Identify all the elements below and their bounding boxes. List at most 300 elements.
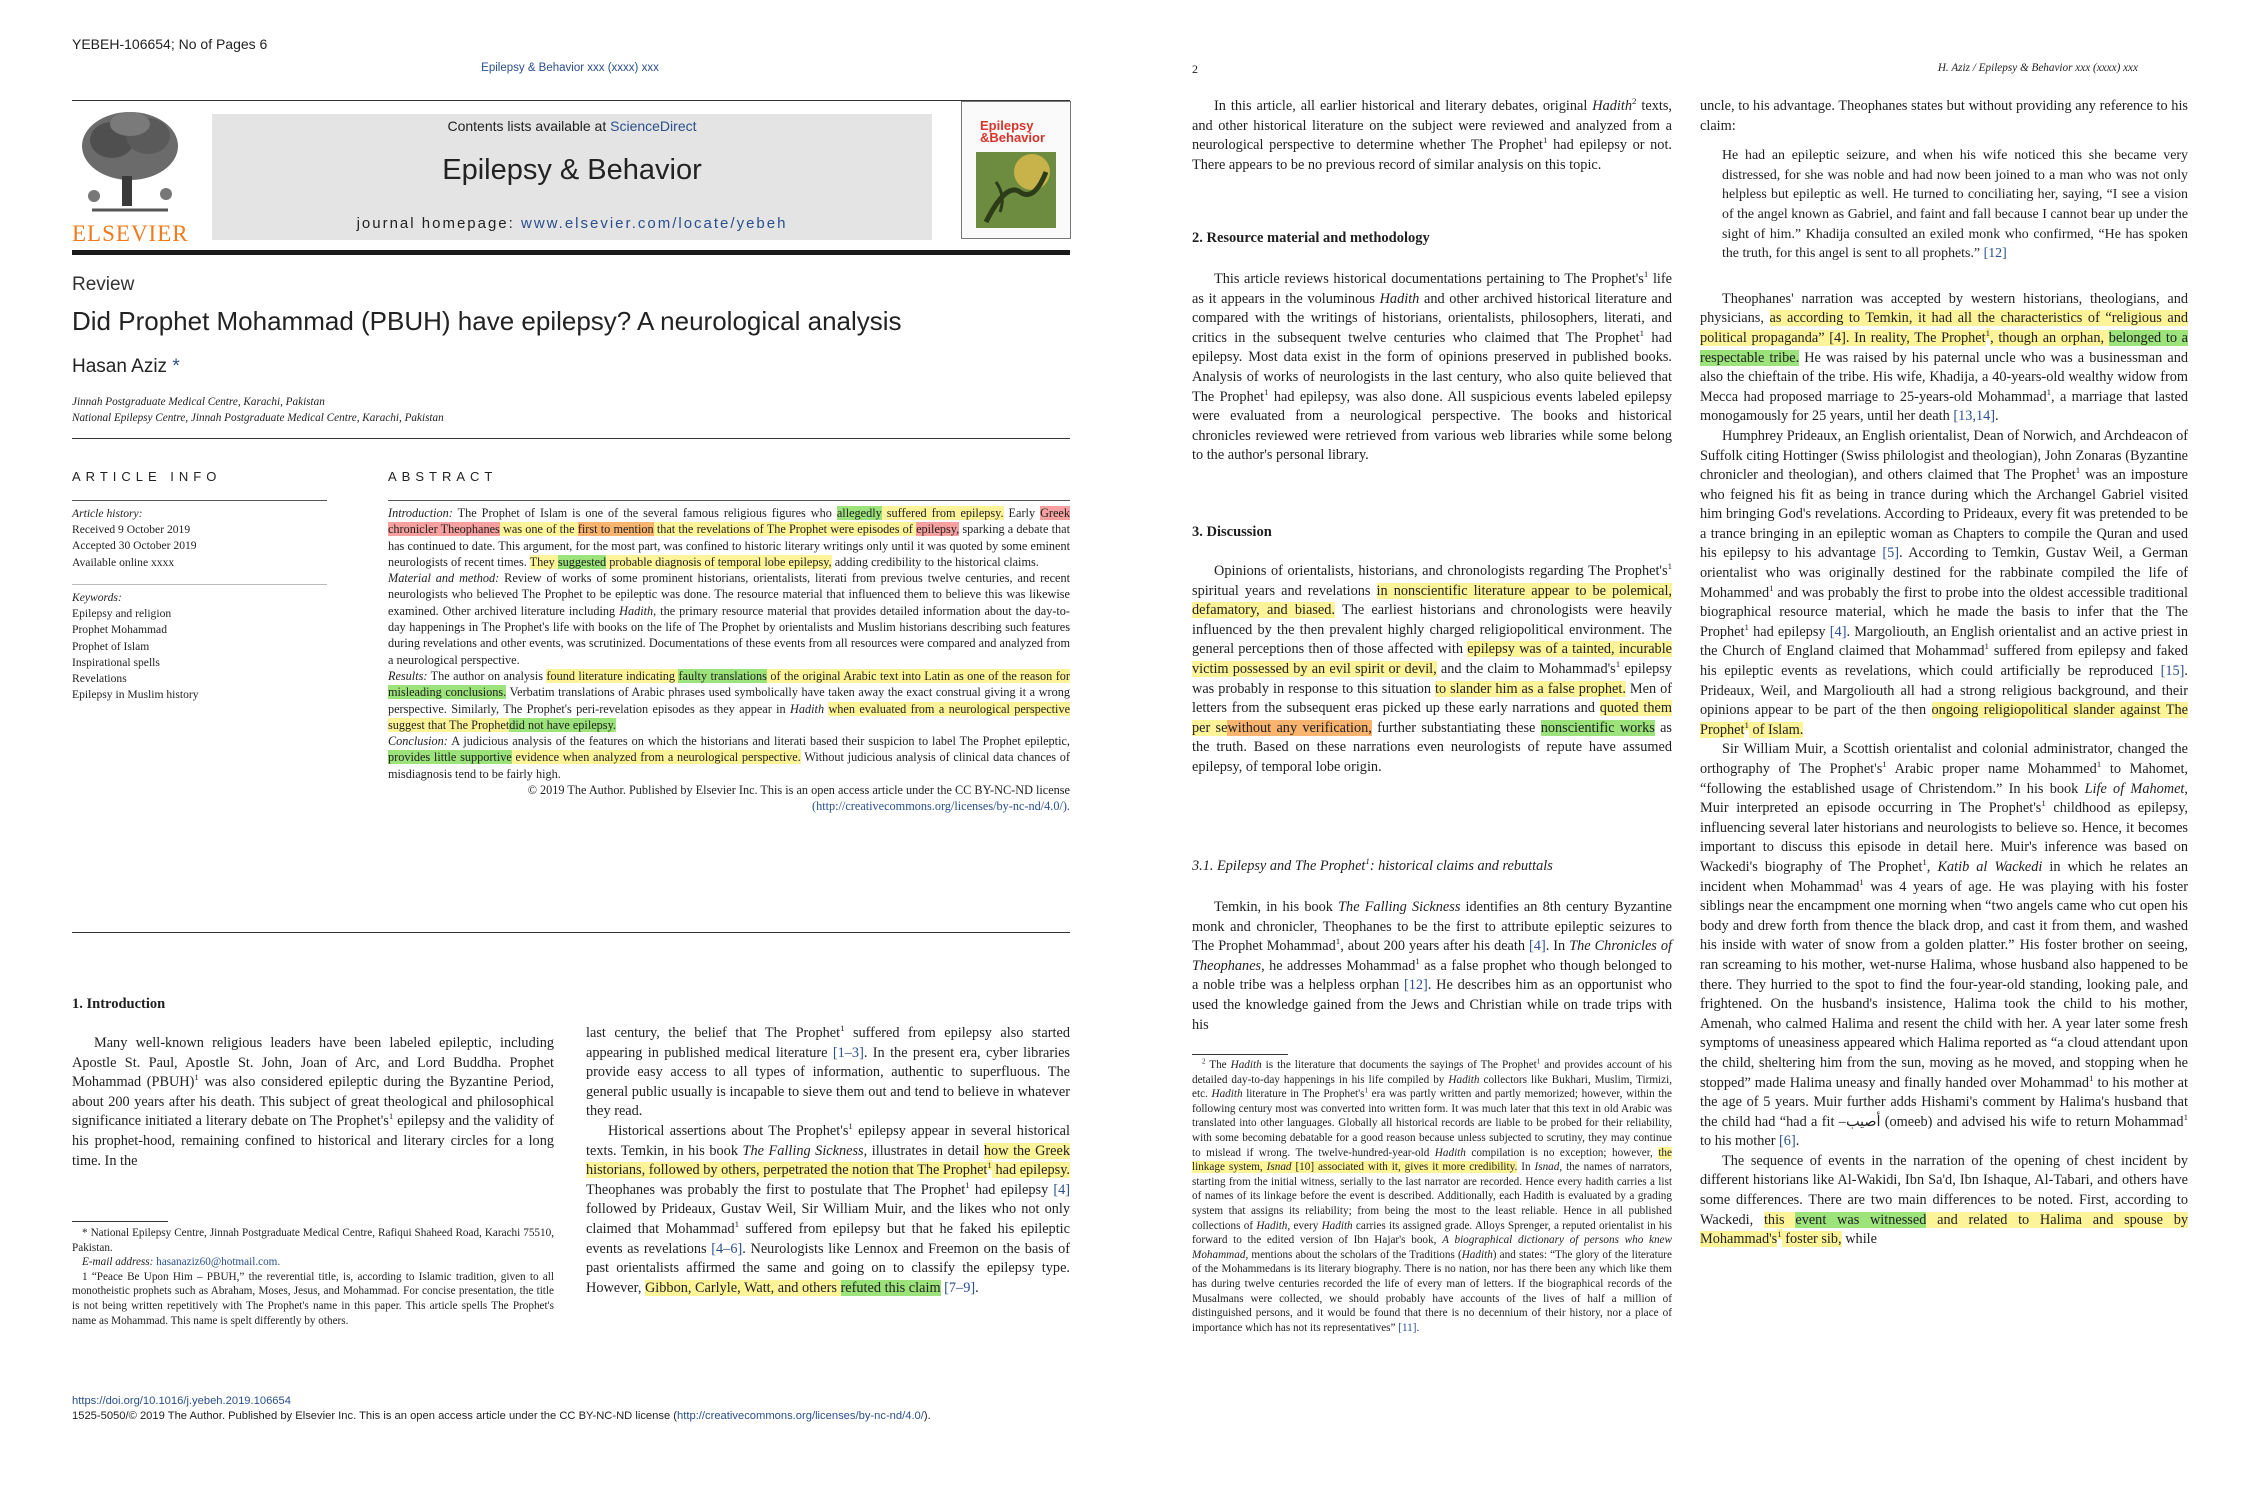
keyword: Epilepsy in Muslim history [72,688,199,702]
text-run: 1 [1667,561,1672,572]
text-run: 1 [388,1111,394,1122]
highlighted-text: as according to Temkin, it had all the characteristics of “religious and political propaganda” [4]. In reality, The Prophet [1700,310,2189,346]
text-run: A judicious analysis of the features on which the historians and literati based their suspicion to label The Prophet epileptic, [447,734,1070,749]
text-run: ) and states: “The glory of the literature of the Mohammedans is its literary biography. There is no nation, nor has there been any which like them has during twelve centuries recorded the life of every man of letters. If the biographical records of the Musalmans were collected, we should probably have accounts of the lives of half a million of distinguished persons, and it would be found that there is no decennium of their history, nor a place of importance which has not its representatives” [1192,1248,1672,1334]
text-run: 2 [1632,96,1637,107]
issn-line [72,1409,931,1424]
text-run: Humphrey Prideaux, an English orientalist, Dean of Norwich, and Archdeacon of Suffolk citing Hottinger (Swiss philologist and theologian), John Zonaras (Byzantine chronicler and theologian), and others claimed that The Prophet [1700,427,2188,484]
keyword: Prophet of Islam [72,639,150,653]
abstract-method [388,570,1070,668]
text-run: carries its assigned grade. Alloys Sprenger, a reputed orientalist in his forward to the edited version of Ibn Hajar's book, [1192,1219,1672,1247]
highlighted-text: Isnad [1266,1161,1292,1174]
paragraph [1700,97,2188,136]
text-run: Life of Mahomet [2084,780,2185,797]
abstract-conclusion-text [388,734,1070,781]
text-run: is the literature that documents the sayings of The Prophet [1261,1059,1537,1071]
history-label: Article history: [72,507,143,520]
resource-body [1192,270,1672,466]
highlighted-text: had epilepsy. [991,1162,1070,1179]
affiliation-2: National Epilepsy Centre, Jinnah Postgraduate Medical Centre, Karachi, Pakistan [72,412,444,424]
text-run: . [975,1279,979,1296]
text-run: and provides account of his detailed day-to-day happenings in his life compiled by [1192,1059,1673,1086]
text-run: 1 [1882,759,1887,770]
running-header: H. Aziz / Epilepsy & Behavior xxx (xxxx) xxx [1937,62,2138,74]
text-run: to his mother [1700,1133,1780,1150]
highlighted-text: in nonscientific literature appear to be polemical, defamatory, and biased. [1192,582,1672,619]
highlighted-text: found literature indicating [546,668,679,683]
text-run: 1 [1543,135,1548,146]
keyword: Prophet Mohammad [72,623,167,637]
resource-heading: 2. Resource material and methodology [1192,230,1430,246]
citation-link[interactable]: [13,14] [1953,408,1996,425]
text-run: epilepsy appear in several historical texts. Temkin, in his book [586,1122,1070,1159]
page-number: 2 [1192,62,1198,76]
article-info-heading: ARTICLE INFO [72,469,222,484]
paragraph [1192,898,1672,1035]
text-run: Hadith [1434,1146,1466,1159]
text-run: 1 [1922,857,1927,868]
highlighted-text: 1 [1777,1229,1782,1240]
text-run: 1 [194,1072,199,1083]
text-run: suffered from epilepsy also started appearing in published medical literature [586,1025,1070,1061]
text-run: Theophanes' narration was accepted by western historians, theologians, and physicians, [1700,290,2188,327]
homepage-prefix: journal homepage: [356,215,521,232]
text-run: Hadith [1448,1073,1480,1086]
cover-title-1: Epilepsy [980,118,1034,133]
highlighted-text: foster sib, [1781,1231,1842,1248]
paragraph [1700,290,2188,427]
text-run: was 4 years of age. He was playing with his foster siblings near the encampment one morning when “two angels came who cut open his body and drew forth from thence the black drop, and cast it from them, and washed his inside with water of snow from a golden platter.” His foster brother on seeing, ran screaming to his mother, wet-nurse Halima, whose husband also happened to be there. They hurried to the spot to find the four-year-old standing, looking pale, and frightened. On the husband's insistence, Halima took the child to his mother, Amenah, who calmed Halima and resent the child with her. A year later some fresh symptoms of uneasiness appeared which Halima reported as “a cloud attendant upon the child, sheltering him from the sun, moving as he moved, and stopping when he stopped” made Halima uneasy and finally handed over Mohammad [1700,878,2188,1091]
text-run: suffered from epilepsy and faked his epileptic events as revelations, which could artificially be reproduced [1700,643,2188,680]
elsevier-logo[interactable] [72,106,189,246]
text-run: Hadith [1461,1248,1493,1261]
text-run: while [1841,1231,1877,1248]
highlighted-text: that the revelations of The Prophet were episodes of [653,522,917,537]
abstract-license-link[interactable]: (http://creativecommons.org/licenses/by-nc-nd/4.0/). [812,799,1070,814]
article-type: Review [72,274,135,295]
text-run: life as it appears in the voluminous [1192,271,1672,307]
text-run: 1 [1859,876,1864,887]
text-run: In [1517,1161,1535,1174]
text-run: (omeeb) and advised his wife to return Mohammad [1880,1113,2184,1130]
paragraph [1700,1152,2188,1250]
elsevier-tree-icon [72,106,188,216]
text-run: . In [1545,938,1570,955]
text-run: . [1416,1321,1420,1334]
abstract-copyright: © 2019 The Author. Published by Elsevier Inc. This is an open access article under the CC BY-NC-ND license [527,783,1070,798]
text-run: Hadith [1211,1088,1243,1101]
paragraph [1192,97,1672,175]
text-run: Hadith [619,603,654,618]
text-run: to his mother at the age of 5 years. Muir further adds Hishami's comment by Halima's husband that the child had “had a fit – [1700,1074,2188,1130]
text-run: A biographical dictionary of persons who knew Mohammad [1192,1234,1672,1261]
highlighted-text: of the original Arabic text into Latin as one of the reason for [766,668,1070,683]
citation-link[interactable]: [6] [1779,1133,1796,1150]
text-run: Theophanes was probably the first to postulate that The Prophet [586,1181,966,1198]
text-run: and other archived historical literature and compared with the writings of historians, orientalists, philosophers, literati, and critics in the subsequent twelve centuries who claimed that The Prophet [1192,290,1672,346]
citation-link[interactable]: [11] [1398,1321,1417,1334]
text-run: . Prideaux, Weil, and Margoliouth all had a strong religious background, and their opinions appear to be part of the then [1700,663,2188,719]
text-run: further substantiating these [1371,719,1541,736]
abstract-heading: ABSTRACT [388,469,498,484]
citation-link[interactable]: [5] [1882,545,1899,562]
text-run: as a false prophet who though belonged to a noble tribe was a helpless orphan [1192,957,1672,994]
citation-link[interactable]: [12] [1983,246,2007,262]
doc-id: YEBEH-106654; No of Pages 6 [72,36,268,52]
text-run: epilepsy was probably in response to this situation [1192,660,1672,697]
text-run: spiritual years and revelations [1192,582,1377,599]
keywords-rule [72,584,327,585]
text-run: He was raised by his paternal uncle who was a businessman and also the chieftain of the tribe. His wife, Khadija, a 40-years-old wealthy widow from Mecca had proposed marriage to 25-years-old Mohammad [1700,349,2188,405]
text-run: . He describes him as an opportunist who used the knowledge gained from the Jews and Christian while on trade trips with his [1192,977,1673,1033]
text-run: . [1995,408,1999,425]
text-run: 1 [1615,659,1621,670]
highlighted-text: when evaluated from a neurological perspective suggest that The Prophet [388,701,1071,732]
abstract-label: Results: [388,668,428,683]
abstract-label: Conclusion: [388,734,448,749]
text-run: literature in The Prophet's [1242,1088,1365,1101]
highlighted-text: ongoing religiopolitical slander against The Prophet [1700,702,2188,738]
text-run: identifies an 8th century Byzantine monk and chronicler, Theophanes to be the first to attribute epileptic seizures to The Prophet Mohammad [1192,899,1672,955]
highlighted-text: how the Greek historians, followed by others, perpetrated the notion that The Prophet [586,1142,1071,1179]
text-run: 1 [734,1219,740,1230]
journal-line[interactable]: Epilepsy & Behavior xxx (xxxx) xxx [481,62,659,74]
highlighted-text: provides little supportive [388,750,512,765]
text-run: , a marriage that lasted monogamously for 25 years, until her death [1700,388,2188,425]
text-run: Hadith [1256,1219,1288,1232]
highlighted-text: to slander him as a false prophet. [1435,680,1626,697]
correspondence-note: * National Epilepsy Centre, Jinnah Postgraduate Medical Centre, Rafiqui Shaheed Road, Karachi 75510, Pakistan. [72,1227,554,1254]
text-run: Hadith [1379,290,1420,307]
cover-art-icon [976,152,1056,228]
abstract-results [388,668,1070,733]
history-accepted: Accepted 30 October 2019 [72,539,197,553]
text-run: The sequence of events in the narration of the opening of chest incident by different historians like Al-Wakidi, Ibn Sa'd, Ibn Ishaque, Al-Tabari, and others have some differences. There are two main differences to be noted. First, according to Wackedi, [1700,1152,2188,1228]
highlighted-text: They [529,554,558,569]
text-run: compilation is no exception; however, [1465,1146,1659,1159]
citation-link[interactable]: [4] [1829,623,1847,640]
text-run: . Margoliouth, an English orientalist and an active priest in the Church of England claimed that Mohammad [1700,623,2189,660]
text-run: sparking a debate that has continued to date. This argument, for the most part, was confined to historic literary writings only until it was quoted by some eminent neurologists of recent times. [388,522,1070,569]
highlighted-text: 1 [987,1160,992,1171]
page-2 [1138,0,2250,1500]
text-run: 1 [1639,328,1645,339]
highlighted-text: did not have epilepsy. [509,717,616,732]
text-run: in which he relates an incident when Mohammad [1700,858,2188,895]
banner-bottom-rule [72,250,1070,255]
page-1 [0,0,1112,1500]
text-run: . [1795,1133,1800,1150]
highlighted-text: refuted this claim [840,1279,941,1296]
abstract-results-text [388,669,1070,732]
text-run: 1 [1744,622,1749,633]
text-run: . Neurologists like Lennox and Freemon on the basis of past orientalists affirmed the same and going on to classify the epilepsy type. However, [586,1240,1070,1296]
paragraph [1192,562,1672,778]
abstract-body [388,505,1070,815]
history-received: Received 9 October 2019 [72,523,191,537]
footnote-rule [72,1221,168,1222]
text-run: 1 [1335,936,1341,947]
text-run: The [1205,1059,1231,1071]
publisher-name: ELSEVIER [72,221,189,246]
text-run: Review of works of some prominent historians, orientalists, literati from previous twelve centuries, and recent neurologists who believed The Prophet to be epileptic was done. The resource material that influenced them to believe this was likewise examined. Other archived literature including [388,571,1070,618]
highlighted-text: nonscientific works [1540,719,1655,736]
text-run: Katib al Wackedi [1937,858,2043,875]
footnote-1: 1 “Peace Be Upon Him – PBUH,” the reverential title, is, according to Islamic tradition, given to all monotheistic prophets such as Abraham, Moses, Jesus, and Mohammad. For concise presentation, the title is not being written repetitively with The Prophet's name in this paper. This article spells The Prophet's name as Mohammad. This name is spelt differently by others. [72,1270,554,1327]
citation-link[interactable]: [12] [1404,977,1428,994]
text-run: 1 [2041,798,2046,809]
text-run: 1 [1364,1086,1369,1095]
text-run: 1 [2096,759,2102,770]
text-run: uncle, to his advantage. Theophanes states but without providing any reference to his claim: [1700,98,2188,134]
text-run: 1 [1984,641,1989,652]
text-run: had epilepsy or not. There appears to be no previous record of similar analysis on this topic. [1192,137,1672,173]
highlighted-text: epilepsy was of a tainted, incurable victim possessed by an evil spirit or devil, [1192,641,1673,677]
highlighted-text: quoted them per se [1192,700,1673,736]
text-run: Isnad [1534,1161,1560,1174]
text-run: Hadith [1592,98,1633,114]
highlighted-text: faulty translations [678,668,767,683]
text-run: , every [1287,1219,1322,1232]
journal-cover[interactable] [961,101,1071,239]
footnote-2 [1192,1058,1672,1335]
text-run: was also considered epileptic during the Byzantine Period, about 200 years after his death. This subject of great theological and philosophical significance initiated a literary debate on The Prophet's [72,1074,554,1130]
paragraph [1192,270,1672,466]
intro-paragraph [72,1034,554,1171]
cover-title-2: &Behavior [980,130,1046,145]
highlighted-text: misleading conclusions. [388,685,507,700]
highlighted-text: was one of the [499,522,578,537]
text-run: as the truth. Based on these narrations even neurologists of repute have assumed epilepsy, of temporal lobe origin. [1192,719,1672,775]
contents-line [212,118,932,134]
intro-left-column [72,1034,554,1171]
text-run: had epilepsy [969,1181,1054,1198]
highlighted-text: , though an orphan, [1990,329,2109,346]
bottom-notes [72,1394,931,1424]
text-run: , the names of narrators, starting from the initial witness, serially to the last narrator are recorded. Hence every hadith carries a list of names of its linkage before the event is described. Additionally, each Hadith is evaluated by a grading system that assigns its reliability; from being the most to the least reliable. Hence in all published collections of [1192,1161,1672,1232]
text-run: and was probably the first to probe into the oldest accessible traditional biographical resource material, which he made the basis to infer that the The Prophet [1700,584,2188,640]
citation-link[interactable]: [15] [2160,663,2185,680]
discussion-heading: 3. Discussion [1192,524,1272,540]
highlighted-text: this [1763,1211,1796,1228]
subsection-title-end: : historical claims and rebuttals [1369,858,1553,874]
abstract-introduction-text [388,506,1070,569]
subsection-title: 3.1. Epilepsy and The Prophet [1192,858,1366,874]
email-label: E-mail address: [82,1256,154,1269]
homepage-line [212,215,932,232]
cover-title [980,120,1045,144]
highlighted-text: suffered from epilepsy. [881,506,1004,520]
text-run: 1 [965,1179,970,1190]
abstract-conclusion [388,733,1070,782]
citation-link[interactable]: [4] [1529,938,1546,955]
text-run: epilepsy and the validity of his prophet-hood, remaining confined to historical and literary circles for a long time. In the [72,1113,555,1169]
text-run: Men of letters from the subsequent eras picked up these early narrations and [1192,680,1673,717]
abstract-label: Introduction: [388,506,453,520]
text-run: had epilepsy, was also done. All suspicious events labeled epilepsy were evaluated from a neurological perspective. The books and historical chronicles reviewed were retrieved from various web libraries while some belong to the author's personal library. [1192,388,1672,464]
text-run: and the claim to Mohammad's [1436,660,1616,677]
text-run: suffered from epilepsy but that he faked his epileptic events as revelations [586,1220,1070,1257]
highlighted-text: suggested [557,554,607,569]
text-run: 1 [1643,269,1649,280]
text-run: 1 [2183,1111,2188,1122]
text-run: Many well-known religious leaders have been labeled epileptic, including Apostle St. Paul, Apostle St. John, Joan of Arc, and Lord Buddha. Prophet Mohammad (PBUH) [72,1035,554,1091]
text-run: era was partly written and partly memorized; however, within the following century most was converted into written form. It was much later that this text in old Arabic was translated into other languages. Globally all historical records are liable to be probed for their reliability, with some becoming debatable for a good reason because unless subjected to scrutiny, they may continue to mislead if wrong. The twelve-hundred-year-old [1192,1088,1672,1159]
subsection-heading [1192,858,1553,875]
highlighted-text: event was witnessed [1795,1211,1927,1228]
text-run: 1 [848,1121,853,1132]
abstract-label: Material and method: [388,571,500,586]
text-run: The earliest historians and chronologists were heavily influenced by the then prevalent highly charged religiopolitical environment. The general perceptions then of those affected with [1192,602,1673,658]
intro-paragraph [586,1122,1070,1298]
paragraph [1700,740,2188,1151]
sciencedirect-link[interactable]: ScienceDirect [610,118,697,134]
info-rule [72,500,327,501]
text-run: Early [1003,506,1041,520]
affiliation-1: Jinnah Postgraduate Medical Centre, Karachi, Pakistan [72,396,325,408]
text-run: 1 [2075,465,2081,476]
journal-banner [212,114,932,240]
text-run: 1 [2046,386,2052,397]
text-run: collectors like Bukhari, Muslim, Tirmizi, etc. [1192,1073,1673,1101]
text-run: followed by Prideaux, Gustav Weil, Sir William Muir, and the likes who not only claimed that Mohammad [586,1201,1070,1237]
block-quote [1722,146,2188,264]
text-run: The Falling Sickness [1338,899,1461,915]
issn-license-link[interactable]: http://creativecommons.org/licenses/by-nc-nd/4.0/ [677,1410,924,1422]
highlighted-text: 1 [1744,720,1749,731]
email-link[interactable]: hasanaziz60@hotmail.com. [156,1256,281,1269]
text-run: Hadith [1321,1219,1353,1232]
article-title: Did Prophet Mohammad (PBUH) have epilepsy? A neurological analysis [72,306,902,336]
citation-link[interactable]: [7–9] [944,1279,976,1296]
page2-right-column [1700,97,2188,1250]
text-run: This article reviews historical documentations pertaining to The Prophet's [1214,271,1644,287]
doi-link[interactable]: https://doi.org/10.1016/j.yebeh.2019.106654 [72,1395,291,1407]
abstract-bottom-rule [72,932,1070,933]
text-run: , Muir interpreted an episode occurring in The Prophet's [1700,780,2188,817]
text-run: Without judicious analysis of clinical data chances of misdiagnosis tend to be fairly high. [388,750,1071,781]
text-run: adding credibility to the historical claims. [831,554,1039,569]
text-run: In this article, all earlier historical and literary debates, original [1214,98,1593,114]
text-run: Sir William Muir, a Scottish orientalist and colonial administrator, changed the orthography of The Prophet's [1700,741,2188,777]
text-run: , illustrates in detail [863,1142,984,1159]
text-run: had epilepsy. Most data exist in the form of opinions preserved in published books. Analysis of works of neurologists in the last century, who also quite believed that The Prophet [1192,329,1672,405]
citation-link[interactable]: [1–3] [832,1044,864,1061]
text-run: 1 [2089,1072,2094,1083]
text-run: childhood as epilepsy, influencing several later historians and neurologists to believe so. Hence, it becomes important to discuss this episode in detail here. Muir's inference was based on Wackedi's biography of The Prophet [1700,800,2188,875]
text-run: The Prophet of Islam is one of the several famous religious figures who [452,506,837,520]
highlighted-text: without any verification, [1227,719,1372,736]
highlighted-text: and related to Halima and spouse by Mohammad's [1700,1211,2189,1248]
text-run: 2 [1202,1057,1206,1066]
text-run: , mentions about the scholars of the Traditions ( [1245,1248,1462,1261]
text-run: The author on analysis [427,668,547,683]
contents-prefix: Contents lists available at [447,118,611,134]
text-run: was an imposture who feigned his fit as being in trance during which the Archangel Gabriel visited him bringing God's revelations. According to Prideaux, every fit was pretended to be a trance bringing in an epileptic woman as Chapters to compile the Quran and used his epilepsy to his advantage [1700,467,2188,562]
text-run: 1 [1264,386,1269,397]
text-run: texts, and other historical literature on the subject were reviewed and analyzed from a neurological perspective to determine whether The Prophet [1192,98,1672,154]
text-run: Opinions of orientalists, historians, and chronologists regarding The Prophet's [1214,563,1668,579]
abstract-rule [388,500,1070,501]
highlighted-text: allegedly [836,506,882,520]
keyword: Revelations [72,672,127,686]
affiliations [72,394,444,426]
author-name[interactable]: Hasan Aziz [72,356,168,377]
highlighted-text: Gibbon, Carlyle, Watt, and others [644,1279,841,1296]
text-run: Temkin, in his book [1214,899,1339,915]
footnote-rule [1192,1054,1288,1055]
text-run: to Mahomet, “following the established usage of Christendom.” In his book [1700,761,2188,797]
citation-link[interactable]: [4] [1053,1181,1070,1198]
text-run: The Chronicles of Theophanes [1192,938,1672,974]
page2-left-column [1192,97,1672,175]
footnote-2-text [1192,1058,1672,1335]
paragraph [1700,427,2188,741]
highlighted-text: first to mention [577,522,654,537]
footnotes [72,1226,554,1328]
highlighted-text: 1 [1985,328,1991,339]
text-run: Verbatim translations of Arabic phrases used symbolically have taken away the exact construal giving it a wrong perspective. Similarly, The Prophet's peri-revelation episodes as they appear in [388,685,1070,716]
text-run: 1 [1536,1057,1541,1066]
homepage-link[interactable]: www.elsevier.com/locate/yebeh [521,215,788,232]
text-run: أصيب [1845,1113,1881,1130]
header-rule [72,438,1070,439]
citation-link[interactable]: [4–6] [711,1240,743,1257]
history-online: Available online xxxx [72,555,175,569]
article-history [72,506,332,571]
journal-title: Epilepsy & Behavior [442,154,702,186]
text-run: Hadith [790,701,825,716]
text-run: . In the present era, cyber libraries provide easy access to all types of information, authentic to superfluous. The general public usually is incapable to sieve them out and tend to believe in whatever they read. [586,1044,1070,1120]
subsection-sup: 1 [1365,856,1370,867]
highlighted-text: Greek chronicler Theophanes [388,506,1070,537]
text-run: , [1926,858,1938,875]
text-run: He had an epileptic seizure, and when his wife noticed this she became very distressed, for she was noble and had now been joined to a man who was not only helpless but epileptic as well. He turned to conciliating her, saying, “I see a vision of the angel known as Gabriel, and faint and fall because I cannot bear up under the sight of him.” Khadija consulted an exiled monk who confirmed, “He has spoken the truth, for this angel is sent to all prophets.” [1722,148,2188,262]
highlighted-text: epilepsy, [916,522,960,537]
text-run: Hadith [1230,1059,1262,1071]
intro-right-column [586,1024,1070,1298]
text-run: The Falling Sickness [742,1142,864,1159]
intro-paragraph [586,1024,1070,1122]
text-run: had epilepsy [1748,623,1830,640]
text-run: Historical assertions about The Prophet's [608,1122,849,1139]
highlighted-text: of Islam. [1748,721,1804,738]
issn-end: ). [923,1410,931,1422]
author-line [72,356,180,378]
keyword: Epilepsy and religion [72,607,172,621]
text-run: . According to Temkin, Gustav Weil, a German orientalist who was originally destined for the rabbinate compiled the life of Mohammed [1700,545,2188,601]
keywords [72,590,332,703]
text-run: , about 200 years after his death [1340,938,1530,955]
introduction-heading: 1. Introduction [72,996,166,1012]
text-run: 1 [1769,582,1774,593]
highlighted-text: probable diagnosis of temporal lobe epilepsy, [606,554,832,569]
issn-text: 1525-5050/© 2019 The Author. Published by Elsevier Inc. This is an open access article under the CC BY-NC-ND license ( [72,1410,678,1422]
highlighted-text: the linkage system, [1192,1146,1672,1174]
text-run: 1 [840,1023,845,1034]
text-run: 1 [1415,956,1420,967]
temkin-body [1192,898,1672,1035]
discussion-body [1192,562,1672,778]
keyword: Inspirational spells [72,655,160,669]
author-mark[interactable]: * [172,356,180,377]
abstract-introduction [388,505,1070,570]
highlighted-text: belonged to a respectable tribe. [1700,329,2188,366]
email-note [72,1255,554,1270]
abstract-method-text [388,571,1070,666]
text-run: , the primary resource material that provides detailed information about the day-to-day happenings in The Prophet's life with books on the life of The Prophet by orientalists and Muslim historians describing such features during revelations and other events, was scrutinized. Documentations of these events from all resources were compared and analyzed from a neurological perspective. [388,603,1071,667]
text-run: Arabic proper name Mohammed [1886,761,2097,777]
